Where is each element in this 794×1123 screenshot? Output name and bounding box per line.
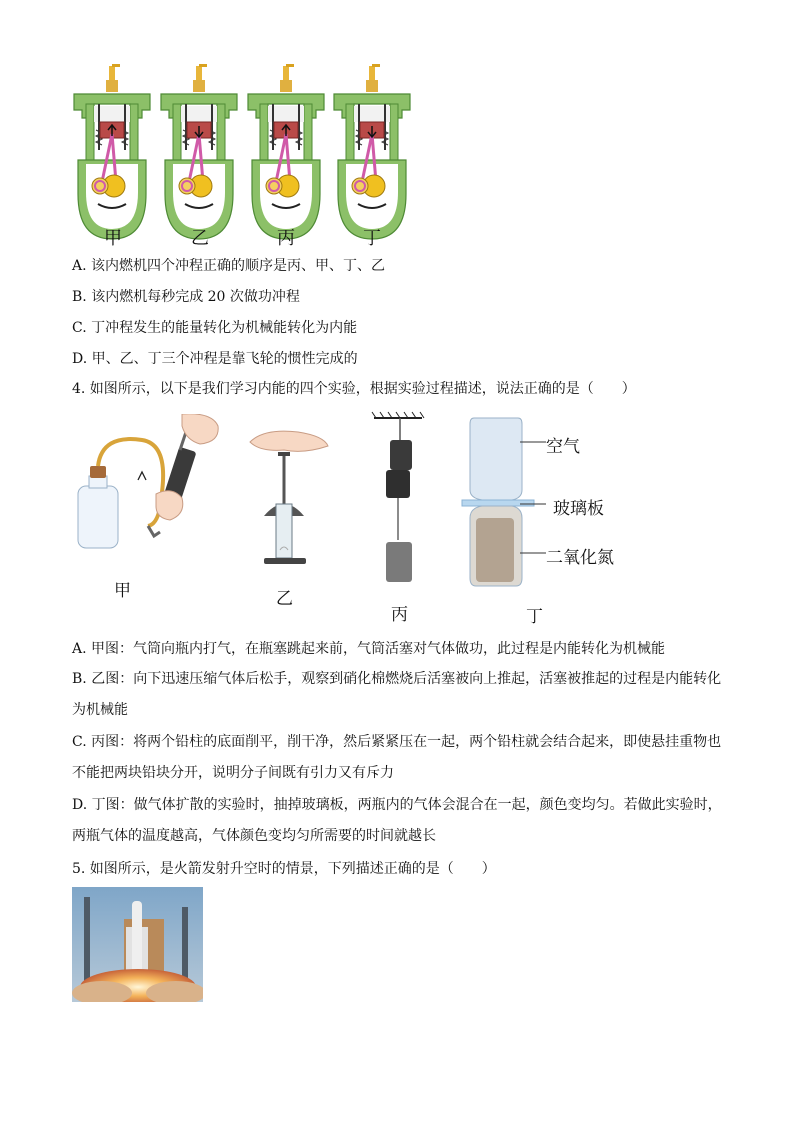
q4-option-c: C. 丙图：将两个铅柱的底面削平，削干净，然后紧紧压在一起，两个铅柱就会结合起来，即使悬挂重物也不能把两块铅块分开，说明分子间既有引力又有斥力 — [72, 734, 722, 781]
q4-option-d: D. 丁图：做气体扩散的实验时，抽掉玻璃板，两瓶内的气体会混合在一起，颜色变均匀。若做此实验时，两瓶气体的温度越高，气体颜色变均匀所需要的时间就越长 — [72, 797, 722, 844]
experiment-bing-lead-cylinders-figure — [370, 410, 430, 590]
experiment-caption-yi: 乙 — [276, 589, 293, 609]
q3-option-b: B. 该内燃机每秒完成 20 次做功冲程 — [72, 289, 300, 305]
experiment-caption-jia: 甲 — [114, 581, 131, 601]
engine-caption-ding: 丁 — [363, 228, 381, 249]
experiment-caption-bing: 丙 — [391, 605, 408, 625]
q3-option-c: C. 丁冲程发生的能量转化为机械能转化为内能 — [72, 320, 358, 336]
engine-caption-yi: 乙 — [191, 228, 209, 249]
q4-stem: 4. 如图所示，以下是我们学习内能的四个实验，根据实验过程描述，说法正确的是（ ） — [72, 381, 636, 397]
experiment-ding-label-lines — [520, 440, 550, 560]
engine-caption-jia: 甲 — [104, 228, 122, 249]
q3-option-d: D. 甲、乙、丁三个冲程是靠飞轮的惯性完成的 — [72, 351, 358, 367]
q4-option-b: B. 乙图：向下迅速压缩气体后松手，观察到硝化棉燃烧后活塞被向上推起，活塞被推起的过程是内能转化为机械能 — [72, 671, 722, 718]
experiment-yi-compression-figure — [244, 412, 334, 572]
engine-strokes-figure — [72, 64, 417, 250]
experiment-jia-pump-figure — [72, 414, 232, 564]
q3-option-a: A. 该内燃机四个冲程正确的顺序是丙、甲、丁、乙 — [72, 258, 386, 274]
label-glass-plate: 玻璃板 — [553, 499, 604, 519]
label-air: 空气 — [546, 437, 580, 457]
engine-caption-bing: 丙 — [277, 228, 295, 249]
experiment-caption-ding: 丁 — [526, 607, 543, 627]
label-nitrogen-dioxide: 二氧化氮 — [546, 548, 614, 568]
q5-stem: 5. 如图所示，是火箭发射升空时的情景，下列描述正确的是（ ） — [72, 861, 496, 877]
q4-option-a: A. 甲图：气筒向瓶内打气，在瓶塞跳起来前，气筒活塞对气体做功，此过程是内能转化为机械能 — [72, 641, 666, 657]
rocket-launch-photo — [72, 887, 203, 1002]
